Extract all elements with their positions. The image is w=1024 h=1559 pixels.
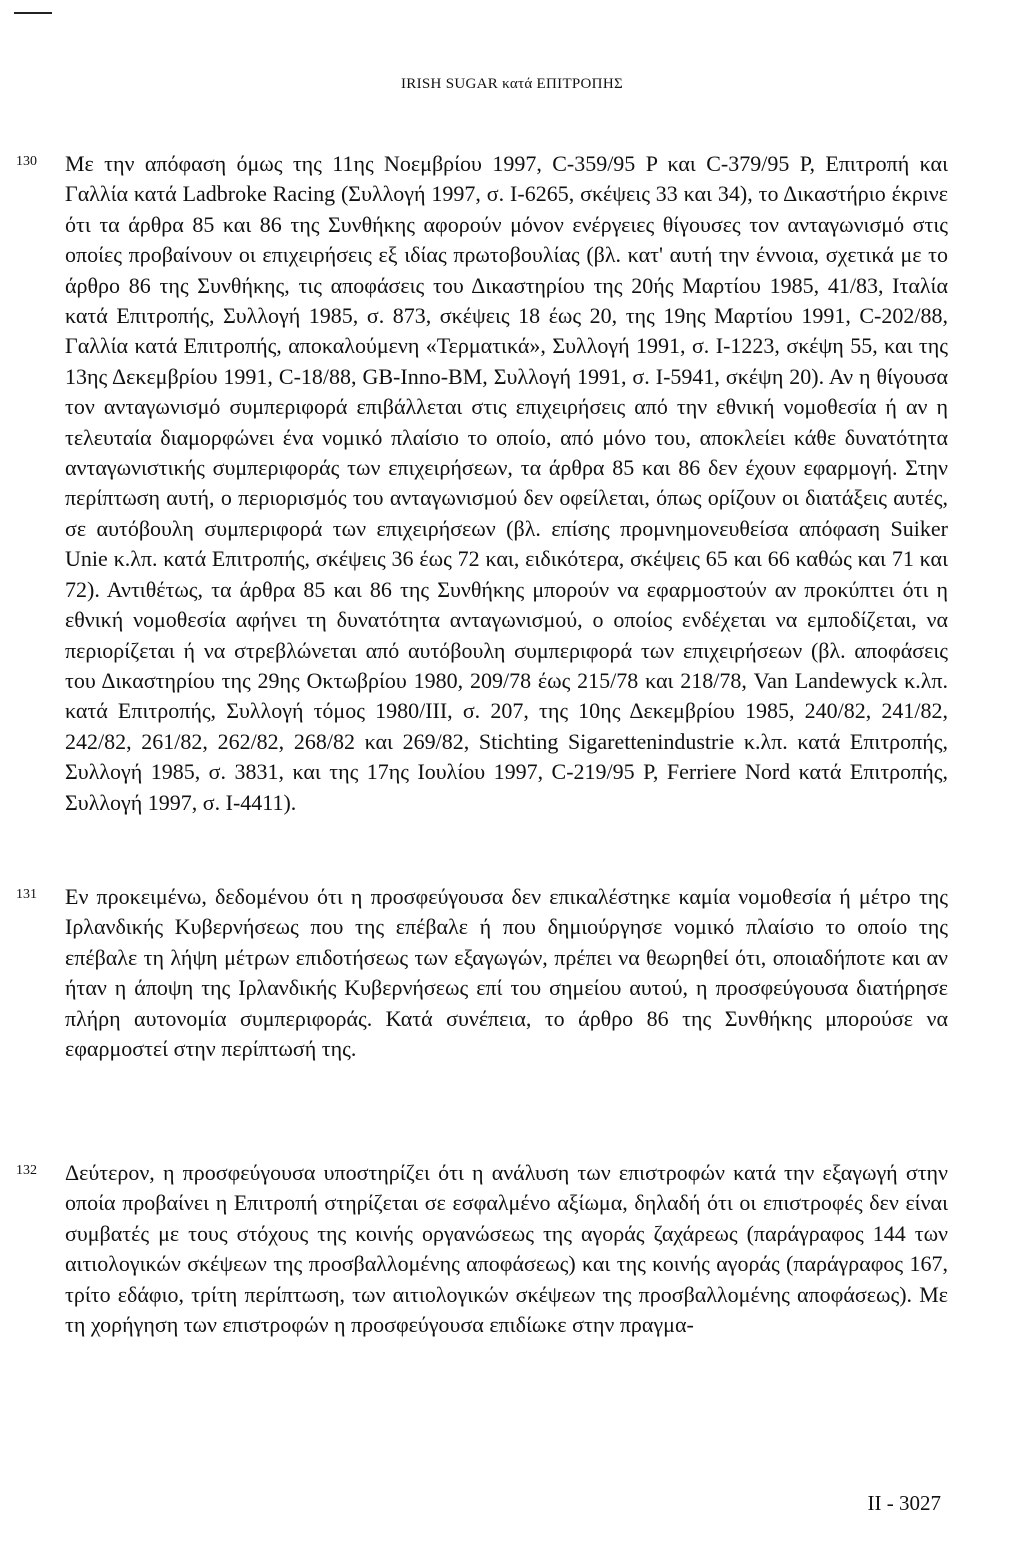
paragraph-text: Με την απόφαση όμως της 11ης Νοεμβρίου 1997, C-359/95 P και C-379/95 P, Επιτροπή και Γαλλία κατά Ladbroke Racing (Συλλογή 1997, σ. I-6265, σκέψεις 33 και 34), το Δικαστήριο έκρινε ότι τα άρθρα 85 και 86 της Συνθήκης αφορούν μόνον ενέργειες θίγουσες τον ανταγωνισμό στις οποίες προβαίνουν οι επιχειρήσεις εξ ιδίας πρωτοβουλίας (βλ. κατ' αυτή την έννοια, σχετικά με το άρθρο 86 της Συνθήκης, τις αποφάσεις του Δικαστηρίου της 20ής Μαρτίου 1985, 41/83, Ιταλία κατά Επιτροπής, Συλλογή 1985, σ. 873, σκέψεις 18 έως 20, της 19ης Μαρτίου 1991, C-202/88, Γαλλία κατά Επιτροπής, αποκαλούμενη «Τερματικά», Συλλογή 1991, σ. I-1223, σκέψη 55, και της 13ης Δεκεμβρίου 1991, C-18/88, GB-Inno-BM, Συλλογή 1991, σ. I-5941, σκέψη 20). Αν η θίγουσα τον ανταγωνισμό συμπεριφορά επιβάλλεται στις επιχειρήσεις από την εθνική νομοθεσία ή αν η τελευταία διαμορφώνει ένα νομικό πλαίσιο το οποίο, από μόνο του, αποκλείει κάθε δυνατότητα ανταγωνιστικής συμπεριφοράς των επιχειρήσεων, τα άρθρα 85 και 86 δεν έχουν εφαρμογή. Στην περίπτωση αυτή, ο περιορισμός του ανταγωνισμού δεν οφείλεται, όπως ορίζουν οι διατάξεις αυτές, σε αυτόβουλη συμπεριφορά των επιχειρήσεων (βλ. επίσης προμνημονευθείσα απόφαση Suiker Unie κ.λπ. κατά Επιτροπής, σκέψεις 36 έως 72 και, ειδικότερα, σκέψεις 65 και 66 καθώς και 71 και 72). Αντιθέτως, τα άρθρα 85 και 86 της Συνθήκης μπορούν να εφαρμοστούν αν προκύπτει ότι η εθνική νομοθεσία αφήνει τη δυνατότητα ανταγωνισμού, ο οποίος ενδέχεται να εμποδίζεται, να περιορίζεται ή να στρεβλώνεται από αυτόβουλη συμπεριφορά των επιχειρήσεων (βλ. αποφάσεις του Δικαστηρίου της 29ης Οκτωβρίου 1980, 209/78 έως 215/78 και 218/78, Van Landewyck κ.λπ. κατά Επιτροπής, Συλλογή τόμος 1980/ΙΙΙ, σ. 207, της 10ης Δεκεμβρίου 1985, 240/82, 241/82, 242/82, 261/82, 262/82, 268/82 και 269/82, Stichting Sigarettenindustrie κ.λπ. κατά Επιτροπής, Συλλογή 1985, σ. 3831, και της 17ης Ιουλίου 1997, C-219/95 P, Ferriere Nord κατά Επιτροπής, Συλλογή 1997, σ. I-4411). (65, 151, 948, 815)
paragraph-130 (16, 149, 948, 818)
paragraph-number: 132 (16, 1163, 37, 1178)
paragraph-number: 130 (16, 154, 37, 169)
paragraph-132 (16, 1158, 948, 1340)
page-number: II - 3027 (867, 1491, 941, 1515)
running-header: IRISH SUGAR κατά ΕΠΙΤΡΟΠΗΣ (401, 76, 623, 92)
paragraph-text: Δεύτερον, η προσφεύγουσα υποστηρίζει ότι η ανάλυση των επιστροφών κατά την εξαγωγή στην οποία προβαίνει η Επιτροπή στηρίζεται σε εσφαλμένο αξίωμα, δηλαδή ότι οι επιστροφές δεν είναι συμβατές με τους στόχους της κοινής οργανώσεως της αγοράς ζαχάρεως (παράγραφος 144 των αιτιολογικών σκέψεων της προσβαλλομένης αποφάσεως) και της κοινής αγοράς (παράγραφος 167, τρίτο εδάφιο, τρίτη περίπτωση, των αιτιολογικών σκέψεων της προσβαλλομένης αποφάσεως). Με τη χορήγηση των επιστροφών η προσφεύγουσα επιδίωκε στην πραγμα- (65, 1160, 948, 1338)
paragraph-number: 131 (16, 887, 37, 902)
paragraph-131 (16, 882, 948, 1064)
paragraph-text: Εν προκειμένω, δεδομένου ότι η προσφεύγουσα δεν επικαλέστηκε καμία νομοθεσία ή μέτρο της Ιρλανδικής Κυβερνήσεως που της επέβαλε ή που δημιούργησε νομικό πλαίσιο το οποίο της επέβαλε τη λήψη μέτρων επιδοτήσεως των εξαγωγών, πρέπει να θεωρηθεί ότι, οποιαδήποτε και αν ήταν η άποψη της Ιρλανδικής Κυβερνήσεως επί του σημείου αυτού, η προσφεύγουσα διατήρησε πλήρη αυτονομία συμπεριφοράς. Κατά συνέπεια, το άρθρο 86 της Συνθήκης μπορούσε να εφαρμοστεί στην περίπτωσή της. (65, 884, 948, 1062)
top-rule (14, 12, 52, 14)
